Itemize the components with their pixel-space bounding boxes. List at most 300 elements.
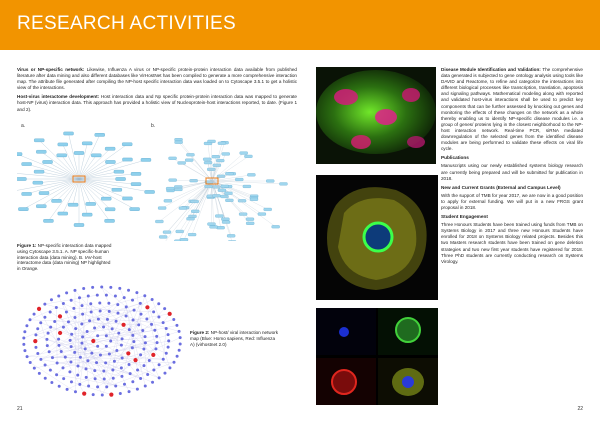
- paragraph-heading: Disease Module Identification and Validation:: [441, 67, 541, 72]
- network-node-host: [151, 381, 154, 384]
- publications-heading: Publications: [441, 155, 469, 161]
- network-edge: [61, 346, 97, 351]
- network-node-host: [116, 303, 119, 306]
- network-node-host: [125, 315, 128, 318]
- network-node-host: [57, 294, 60, 297]
- network-edge: [79, 143, 87, 179]
- network-node: [82, 213, 92, 216]
- network-node-host: [80, 342, 83, 345]
- network-node-virus: [145, 305, 149, 309]
- network-node-host: [26, 355, 29, 358]
- network-node: [246, 222, 254, 225]
- network-node-host: [179, 342, 182, 345]
- network-node-host: [137, 323, 140, 326]
- network-node: [131, 183, 141, 186]
- network-node-host: [105, 345, 108, 348]
- network-node: [246, 218, 254, 221]
- network-node-host: [55, 373, 58, 376]
- network-node: [179, 207, 187, 210]
- network-node: [74, 223, 84, 226]
- network-node-host: [50, 381, 53, 384]
- network-node-host: [67, 320, 70, 323]
- page-number-left: 21: [17, 406, 23, 412]
- network-node: [58, 212, 68, 215]
- network-node: [58, 143, 68, 146]
- network-node: [141, 158, 151, 161]
- network-node: [166, 187, 174, 190]
- network-node-host: [73, 316, 76, 319]
- network-node-host: [107, 302, 110, 305]
- network-node: [235, 178, 243, 181]
- network-edge: [63, 179, 79, 214]
- network-node: [243, 185, 251, 188]
- network-node-host: [34, 333, 37, 336]
- network-node: [227, 234, 235, 237]
- network-node-host: [36, 352, 39, 355]
- network-node-host: [87, 294, 90, 297]
- network-edge: [79, 179, 91, 204]
- network-node: [240, 152, 248, 155]
- network-node-host: [96, 334, 99, 337]
- network-node: [175, 138, 183, 141]
- network-node-host: [85, 367, 88, 370]
- network-node-host: [73, 289, 76, 292]
- network-node: [221, 218, 229, 221]
- network-edge: [78, 366, 116, 386]
- network-edge: [30, 363, 75, 392]
- network-node-host: [152, 310, 155, 313]
- network-node: [86, 202, 96, 205]
- network-node-virus: [126, 351, 130, 355]
- network-node: [112, 188, 122, 191]
- network-node: [212, 194, 220, 197]
- network-node-host: [57, 338, 60, 341]
- network-node-host: [150, 323, 153, 326]
- network-node-host: [94, 377, 97, 380]
- network-node-host: [61, 366, 64, 369]
- network-node-host: [65, 291, 68, 294]
- network-node-host: [163, 372, 166, 375]
- network-node-host: [167, 339, 170, 342]
- network-edge: [41, 300, 152, 360]
- network-node: [185, 159, 193, 162]
- network-node: [105, 219, 115, 222]
- network-node-host: [128, 363, 131, 366]
- network-node: [258, 213, 266, 216]
- network-node-host: [114, 294, 117, 297]
- network-node-host: [76, 364, 79, 367]
- network-node-host: [25, 324, 28, 327]
- network-node-host: [23, 330, 26, 333]
- network-node-host: [111, 327, 114, 330]
- network-node-virus: [133, 358, 137, 362]
- network-edge: [63, 303, 73, 308]
- network-node-host: [60, 350, 63, 353]
- network-node-host: [102, 369, 105, 372]
- student-heading: Student Engagement: [441, 214, 488, 220]
- network-node-host: [121, 337, 124, 340]
- network-edge: [82, 343, 116, 386]
- network-node-host: [108, 310, 111, 313]
- network-node-host: [101, 393, 104, 396]
- network-node-host: [39, 358, 42, 361]
- network-node-host: [176, 355, 179, 358]
- network-node-host: [108, 353, 111, 356]
- network-node: [218, 189, 226, 192]
- network-node-host: [115, 320, 118, 323]
- network-node: [18, 208, 28, 211]
- network-node-host: [111, 369, 114, 372]
- network-node-host: [93, 369, 96, 372]
- network-node-host: [116, 312, 119, 315]
- network-node-host: [33, 367, 36, 370]
- network-node-host: [92, 393, 95, 396]
- network-node-host: [74, 327, 77, 330]
- network-node-host: [154, 347, 157, 350]
- network-node-host: [29, 361, 32, 364]
- network-node: [188, 233, 196, 236]
- network-node-host: [173, 361, 176, 364]
- network-node-virus: [58, 331, 62, 335]
- network-node: [131, 172, 141, 175]
- caption-label: Figure 2:: [190, 330, 210, 335]
- network-node-host: [133, 309, 136, 312]
- right-column-text: [441, 67, 583, 268]
- network-node: [130, 208, 140, 211]
- network-node-host: [136, 388, 139, 391]
- network-node-host: [99, 310, 102, 313]
- network-edge: [79, 179, 87, 215]
- network-node-host: [128, 390, 131, 393]
- student-text: Three Honours Students have been trained using funds from TMB on Systems Biology in 2017 and three new Honours Students have enrolled for 2018 on Systems Biology related projects. Besides this two Masters research students have been trained on gene deletion strategies and two new first year students have registered for 2018. Three PhD students are currently conducting research on Systems Virology.: [441, 222, 583, 264]
- network-node: [116, 177, 126, 180]
- paragraph-heading: Host-virus interactome development:: [17, 94, 100, 100]
- network-node-host: [89, 302, 92, 305]
- network-node: [122, 143, 132, 146]
- network-node-host: [178, 330, 181, 333]
- figure-2-caption: [190, 330, 280, 347]
- network-edge: [106, 343, 146, 363]
- network-node-host: [45, 338, 48, 341]
- network-node: [250, 198, 258, 201]
- network-node-host: [70, 345, 73, 348]
- network-node-host: [156, 341, 159, 344]
- network-node-host: [140, 313, 143, 316]
- network-edge: [184, 181, 212, 240]
- network-node-host: [158, 376, 161, 379]
- network-node: [64, 132, 74, 135]
- network-node-host: [80, 322, 83, 325]
- figure-1-caption: [17, 243, 113, 272]
- network-node: [272, 225, 280, 228]
- network-node-host: [64, 356, 67, 359]
- network-node: [238, 199, 246, 202]
- network-node-host: [152, 368, 155, 371]
- network-node: [52, 199, 62, 202]
- network-node-host: [88, 319, 91, 322]
- network-node-host: [96, 294, 99, 297]
- network-node-host: [136, 369, 139, 372]
- network-node-host: [95, 361, 98, 364]
- network-2: [22, 286, 181, 397]
- network-edge: [41, 323, 48, 346]
- network-node-host: [62, 377, 65, 380]
- network-node: [247, 173, 255, 176]
- network-node-host: [139, 377, 142, 380]
- network-edge: [63, 144, 79, 179]
- network-node: [264, 208, 272, 211]
- network-node-host: [38, 372, 41, 375]
- network-node-host: [131, 334, 134, 337]
- network-edge: [78, 298, 80, 366]
- network-node: [175, 141, 183, 144]
- network-node-host: [162, 321, 165, 324]
- network-node-host: [153, 329, 156, 332]
- network-node: [215, 215, 223, 218]
- network-edge: [72, 329, 113, 334]
- network-node-host: [100, 286, 103, 289]
- network-node-host: [162, 358, 165, 361]
- network-node-host: [43, 316, 46, 319]
- network-node: [43, 160, 53, 163]
- network-node: [176, 230, 184, 233]
- figure-2-network: [20, 285, 185, 397]
- publications-text: Manuscripts using our newly established systems biology research are currently being prepared and will be submitted for publication in 2018.: [441, 163, 583, 181]
- network-node: [191, 200, 199, 203]
- network-node-host: [85, 376, 88, 379]
- network-edge: [49, 298, 124, 352]
- caption-text: NP-specific interaction data mapped using Cytoscape 3.5.1. A. NP specific-human interaction data (data mining). B. IAV-host interactome data (data mining) NP highlighted in Orange.: [17, 243, 112, 272]
- network-edge: [147, 307, 156, 349]
- network-node-host: [105, 385, 108, 388]
- paragraph-host-virus: [17, 94, 297, 112]
- network-node: [17, 177, 26, 180]
- network-node: [57, 154, 67, 157]
- network-node: [114, 170, 124, 173]
- network-edge: [92, 353, 113, 378]
- network-node-host: [123, 383, 126, 386]
- network-node: [203, 158, 211, 161]
- network-node-virus: [37, 307, 41, 311]
- network-edge: [41, 323, 72, 334]
- network-node-host: [53, 320, 56, 323]
- network-edge: [17, 179, 79, 192]
- network-node-host: [33, 313, 36, 316]
- network-node-host: [178, 349, 181, 352]
- network-edge: [91, 304, 95, 328]
- network-node-virus: [109, 393, 113, 397]
- network-node-host: [50, 298, 53, 301]
- network-node-host: [120, 375, 123, 378]
- network-node-host: [113, 360, 116, 363]
- network-node-host: [51, 356, 54, 359]
- network-node-host: [121, 357, 124, 360]
- network-node: [207, 223, 215, 226]
- network-node-host: [66, 388, 69, 391]
- network-node-host: [87, 385, 90, 388]
- microscopy-image-1: [316, 67, 436, 164]
- network-node-host: [148, 359, 151, 362]
- figure-1-networks: [17, 121, 299, 241]
- network-node-host: [43, 303, 46, 306]
- paragraph-body: Host interaction data and Np specific protein-protein interaction data was mapped to generate host-NP (virus) interaction data. This approach has provided a holistic view of Nucleoprotein-host interactions reported, to date. (Figure 1 and 2).: [17, 94, 297, 112]
- network-node: [279, 183, 287, 186]
- network-node-host: [158, 363, 161, 366]
- network-node: [155, 220, 163, 223]
- network-node-host: [125, 305, 128, 308]
- paragraph-heading: Virus or NP-specific network:: [17, 67, 85, 72]
- network-node: [17, 153, 22, 156]
- network-node: [163, 231, 171, 234]
- network-node-host: [70, 299, 73, 302]
- network-node-host: [65, 310, 68, 313]
- network-node: [39, 191, 49, 194]
- network-node-host: [81, 335, 84, 338]
- network-node-host: [144, 341, 147, 344]
- network-node-host: [165, 352, 168, 355]
- network-node-host: [167, 333, 170, 336]
- network-node-host: [44, 377, 47, 380]
- network-node: [91, 154, 101, 157]
- network-node-host: [157, 302, 160, 305]
- network-node-host: [139, 302, 142, 305]
- network-edge: [102, 287, 127, 307]
- caption-label: Figure 1:: [17, 243, 37, 248]
- paragraph-virus-network: [17, 67, 297, 91]
- network-node-host: [105, 334, 108, 337]
- network-node-host: [115, 349, 118, 352]
- network-node-virus: [121, 323, 125, 327]
- left-intro-text: [17, 67, 297, 116]
- network-node: [222, 153, 230, 156]
- paragraph-body: Likewise, Influenza A virus or NP-specific protein-protein interaction data available from published literature after data mining and also different databases like VirHostNet has been compiled to generate a more comprehensive interaction map. The attribute file generated after compiling the NP-host specific interaction data was loaded on to Cytoscape 3.5.1 to get a holistic view of the interactions.: [17, 67, 297, 91]
- network-node-host: [145, 317, 148, 320]
- network-node-host: [49, 369, 52, 372]
- network-node: [164, 199, 172, 202]
- network-node-host: [56, 362, 59, 365]
- network-node-virus: [151, 353, 155, 357]
- network-node-host: [90, 352, 93, 355]
- network-node-host: [99, 353, 102, 356]
- network-node-host: [109, 286, 112, 289]
- network-node-host: [58, 385, 61, 388]
- network-edge: [79, 144, 127, 179]
- network-node-host: [167, 346, 170, 349]
- grants-text: With the support of TMB for year 2017, we are now in a good position to apply for external funding. We will put in a new FRGS grant proposal in 2018.: [441, 192, 583, 210]
- network-node-host: [114, 385, 117, 388]
- network-node: [34, 139, 44, 142]
- network-node-host: [144, 335, 147, 338]
- network-node: [224, 192, 232, 195]
- network-node: [105, 160, 115, 163]
- network-node: [169, 157, 177, 160]
- network-node: [217, 226, 225, 229]
- paragraph-body: The comprehensive data generated is subjected to gene ontology analysis using tools like DAVID and Reactome, to refine and categorize the interactions into different biological processes like transcription, translation, apoptosis and signaling pathways. Mathematical modeling along with reported and validated host-virus interactions shall be used to predict key components that can be further assessed by knocking out genes and monitoring the effects of these changes on the network as a whole thereby enabling us to identify NP-specific disease modules i.e. a group of genes/ proteins lying in the closest neighborhood to the NP-host interaction network. Real-time PCR, siRNA mediated downregulation of the selected genes from the identified disease modules are being performed to validate these effects on viral life cycle.: [441, 67, 583, 152]
- network-node-host: [57, 344, 60, 347]
- network-node-host: [165, 327, 168, 330]
- network-node-virus: [33, 339, 37, 343]
- network-node-host: [96, 385, 99, 388]
- network-node-host: [23, 349, 26, 352]
- network-node-host: [112, 377, 115, 380]
- network-node: [101, 197, 111, 200]
- network-node: [266, 180, 274, 183]
- network-node-host: [139, 353, 142, 356]
- network-node-host: [151, 298, 154, 301]
- network-node-host: [117, 332, 120, 335]
- network-node-host: [86, 330, 89, 333]
- network-node-host: [106, 318, 109, 321]
- network-node-host: [143, 364, 146, 367]
- network-node-host: [72, 307, 75, 310]
- network-node: [220, 195, 228, 198]
- network-node: [105, 147, 115, 150]
- network-node-host: [84, 347, 87, 350]
- network-node-virus: [58, 314, 62, 318]
- network-node-host: [36, 327, 39, 330]
- microscopy-image-2: [316, 175, 438, 300]
- network-node-host: [78, 383, 81, 386]
- paragraph-disease-module: [441, 67, 583, 152]
- network-node: [169, 179, 177, 182]
- network-node-host: [104, 361, 107, 364]
- network-edge: [36, 303, 140, 334]
- network-edge: [75, 352, 164, 359]
- network-node-host: [155, 335, 158, 338]
- network-node-host: [128, 328, 131, 331]
- network-node-host: [102, 326, 105, 329]
- network-node: [213, 164, 221, 167]
- network-node-host: [73, 351, 76, 354]
- network-edge: [122, 339, 157, 343]
- network-node: [225, 172, 233, 175]
- network-node-host: [69, 339, 72, 342]
- page-number-right: 22: [577, 406, 583, 412]
- network-node-host: [48, 350, 51, 353]
- network-node-host: [146, 373, 149, 376]
- network-node-host: [129, 372, 132, 375]
- network-node-host: [131, 380, 134, 383]
- grants-heading: New and Current Grants (External and Campus Level): [441, 184, 561, 190]
- network-node-host: [144, 385, 147, 388]
- network-node-host: [68, 370, 71, 373]
- network-node-host: [90, 310, 93, 313]
- network-edge: [69, 133, 79, 179]
- network-node-host: [44, 363, 47, 366]
- network-node-host: [119, 392, 122, 395]
- network-node-host: [120, 344, 123, 347]
- network-node: [228, 240, 236, 241]
- network-node-host: [143, 294, 146, 297]
- header-banner: [0, 0, 600, 50]
- network-node-host: [118, 287, 121, 290]
- caption-text: NP-host/ viral interaction network map (Blue: Homo sapiens, Red: Influenza A) (virhostnet 2.0): [190, 330, 279, 347]
- network-node: [22, 192, 32, 195]
- network-node: [95, 133, 105, 136]
- network-node-host: [131, 346, 134, 349]
- network-node-host: [69, 361, 72, 364]
- fig1-label-b: b.: [151, 123, 156, 129]
- network-node-host: [86, 359, 89, 362]
- network-node-host: [79, 356, 82, 359]
- network-node-virus: [91, 339, 95, 343]
- network-node-host: [55, 306, 58, 309]
- network-node: [244, 155, 252, 158]
- network-node: [158, 207, 166, 210]
- network-node: [221, 185, 229, 188]
- network-node-host: [49, 311, 52, 314]
- network-node-host: [22, 337, 25, 340]
